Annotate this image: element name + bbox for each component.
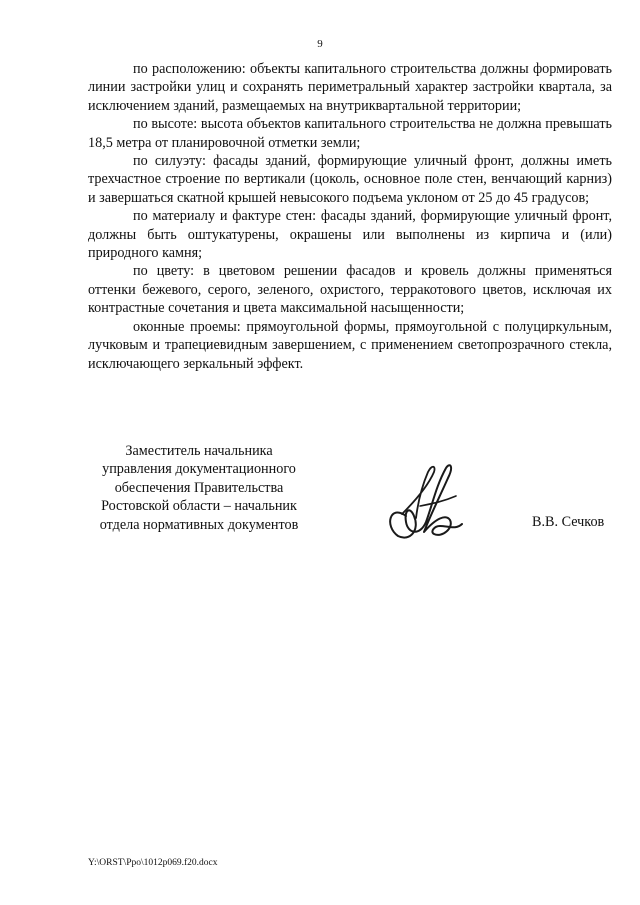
signer-position-line: Ростовской области – начальник (101, 498, 297, 515)
paragraph-height: по высоте: высота объектов капитального строительства не должна превышать 18,5 метра от планировочной отметки земли; (88, 116, 612, 151)
signer-position (88, 442, 310, 534)
signer-position-line: Заместитель начальника (125, 443, 273, 459)
paragraph-window-openings: оконные проемы: прямоугольной формы, прямоугольной с полуциркульным, лучковым и трапециевидным завершением, с применением светопрозрачного стекла, исключающего зеркальный эффект. (88, 318, 612, 372)
page-number: 9 (317, 38, 323, 50)
paragraph-wall-material: по материалу и фактуре стен: фасады зданий, формирующие уличный фронт, должны быть оштукатурены, окрашены или выполнены из кирпича и (или) природного камня; (88, 208, 612, 262)
paragraph-color: по цвету: в цветовом решении фасадов и кровель должны применяться оттенки бежевого, серого, зеленого, охристого, терракотового цветов, исключая их контрастные сочетания и цвета максимальной насыщенности; (88, 263, 612, 317)
file-path-footer: Y:\ORST\Ppo\1012p069.f20.docx (88, 858, 218, 868)
handwritten-signature (376, 456, 468, 544)
signer-position-line: отдела нормативных документов (99, 516, 299, 533)
signer-position-line: обеспечения Правительства (114, 479, 284, 496)
paragraph-placement: по расположению: объекты капитального строительства должны формировать линии застройки улиц и сохранять периметральный характер застройки квартала, за исключением зданий, размещаемых на внутриквартальной территории; (88, 61, 612, 114)
paragraph-silhouette: по силуэту: фасады зданий, формирующие уличный фронт, должны иметь трехчастное строение по вертикали (цоколь, основное поле стен, венчающий карниз) и завершаться скатной крышей невысокого подъема уклоном от 25 до 45 градусов; (88, 153, 612, 206)
document-body (88, 60, 612, 373)
signer-position-line: управления документационного (102, 461, 296, 478)
signer-name: В.В. Сечков (532, 514, 605, 530)
